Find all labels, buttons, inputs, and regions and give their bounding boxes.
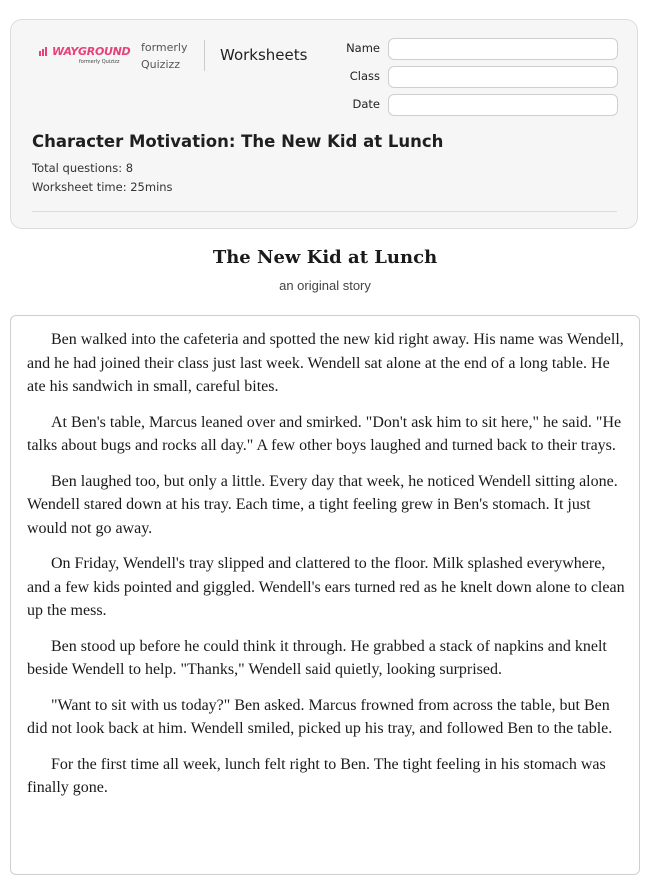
story-subtitle: an original story (279, 278, 371, 293)
story-paragraph: At Ben's table, Marcus leaned over and smirked. "Don't ask him to sit here," he said. "He talks about bugs and rocks all day." A few other boys laughed and turned back to their trays. (27, 413, 622, 454)
total-questions: Total questions: 8 (32, 161, 134, 175)
story-title: The New Kid at Lunch (212, 247, 438, 268)
logo-wordmark: WAYGROUND (52, 45, 131, 58)
date-label: Date (352, 97, 380, 111)
logo-bars-icon (39, 47, 50, 56)
name-input[interactable] (388, 38, 618, 60)
formerly-quizizz-note (141, 39, 188, 73)
worksheet-time: Worksheet time: 25mins (32, 180, 173, 194)
worksheet-title: Character Motivation: The New Kid at Lunch (32, 132, 444, 151)
logo-subword: formerly Quizizz (79, 59, 120, 65)
class-field-row (321, 66, 619, 88)
product-label: Worksheets (220, 46, 308, 64)
date-field-row (321, 94, 619, 116)
story-paragraph: Ben stood up before he could think it through. He grabbed a stack of napkins and knelt beside Wendell to help. "Thanks," Wendell said quietly, looking surprised. (27, 637, 607, 678)
formerly-line: formerly (141, 41, 188, 54)
worksheet-header-card (10, 19, 638, 229)
class-input[interactable] (388, 66, 618, 88)
header-divider-line (32, 211, 617, 212)
story-passage (10, 315, 640, 875)
class-label: Class (349, 69, 380, 83)
quizizz-line: Quizizz (141, 58, 181, 71)
header-divider (204, 40, 205, 71)
name-label: Name (346, 41, 380, 55)
name-field-row (321, 38, 619, 60)
wayground-logo (39, 45, 131, 77)
story-paragraph: Ben walked into the cafeteria and spotted the new kid right away. His name was Wendell, and he had joined their class just last week. Wendell sat alone at the end of a long table. He ate his sandwich in small, careful bites. (27, 331, 624, 395)
story-paragraph: For the first time all week, lunch felt right to Ben. The tight feeling in his stomach was finally gone. (27, 755, 606, 796)
date-input[interactable] (388, 94, 618, 116)
story-paragraph: "Want to sit with us today?" Ben asked. Marcus frowned from across the table, but Ben did not look back at him. Wendell smiled, picked up his tray, and followed Ben to the table. (27, 696, 613, 737)
story-paragraph: Ben laughed too, but only a little. Every day that week, he noticed Wendell sitting alone. Wendell stared down at his tray. Each time, a tight feeling grew in Ben's stomach. It just would not go away. (27, 472, 618, 537)
story-paragraph: On Friday, Wendell's tray slipped and clattered to the floor. Milk splashed everywhere, and a few kids pointed and giggled. Wendell's ears turned red as he knelt down alone to clean up the mess. (27, 555, 625, 619)
